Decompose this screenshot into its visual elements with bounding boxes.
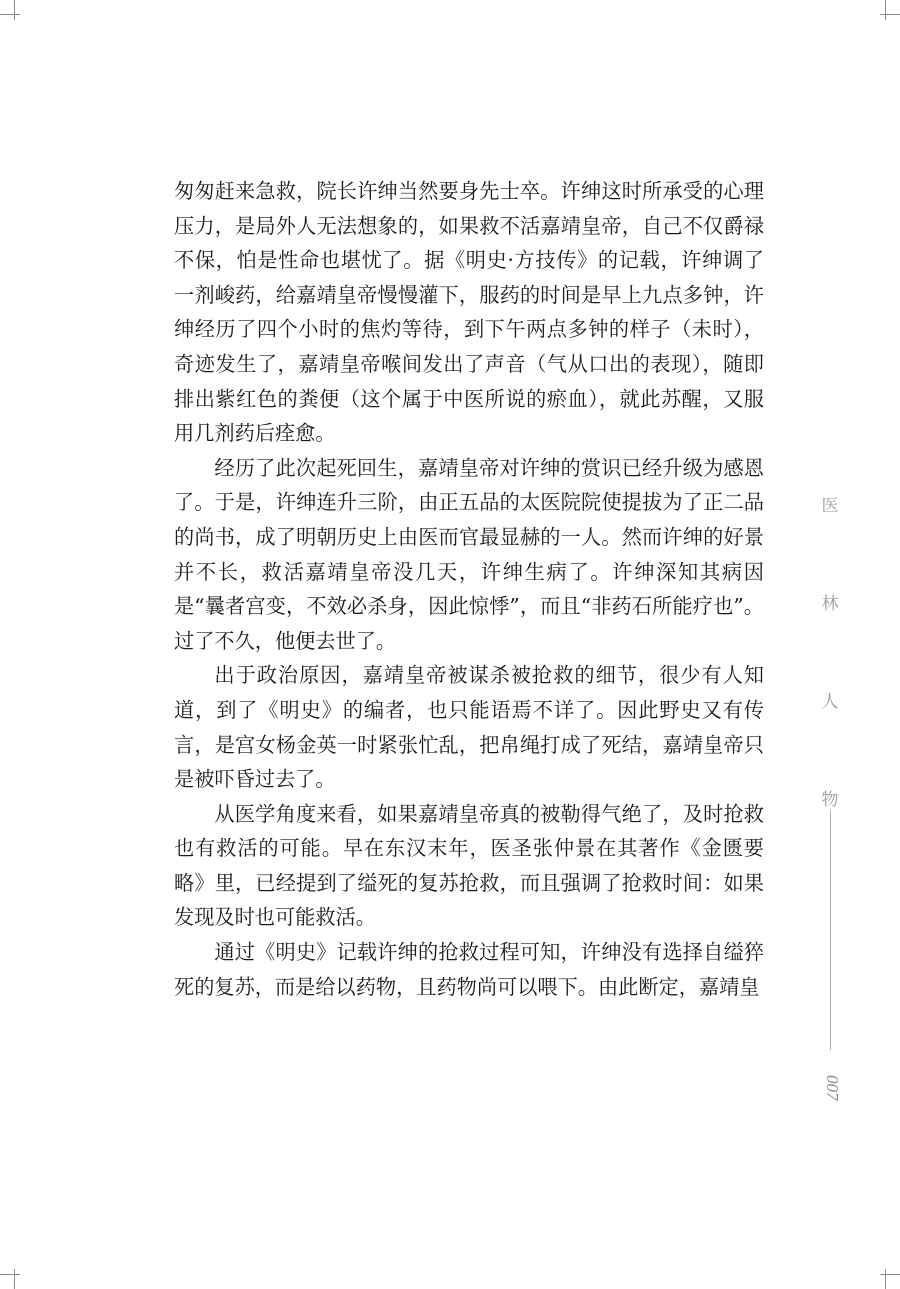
crop-mark-top-right-h	[880, 14, 900, 15]
paragraph-4: 从医学角度来看，如果嘉靖皇帝真的被勒得气绝了，及时抢救也有救活的可能。早在东汉末年，医圣张仲景在其著作《金匮要略》里，已经提到了缢死的复苏抢救，而且强调了抢救时间：如果发现及时也可能救活。	[174, 801, 764, 930]
crop-mark-bottom-right-h	[880, 1274, 900, 1275]
running-head-char: 物	[821, 790, 839, 810]
running-head-char: 医	[821, 496, 839, 516]
paragraph-1: 匆匆赶来急救，院长许绅当然要身先士卒。许绅这时所承受的心理压力，是局外人无法想象的，如果救不活嘉靖皇帝，自己不仅爵禄不保，怕是性命也堪忧了。据《明史·方技传》的记载，许绅调了一剂峻药，给嘉靖皇帝慢慢灌下，服药的时间是早上九点多钟，许绅经历了四个小时的焦灼等待，到下午两点多钟的样子（未时），奇迹发生了，嘉靖皇帝喉间发出了声音（气从口出的表现），随即排出紫红色的粪便（这个属于中医所说的瘀血），就此苏醒，又服用几剂药后痊愈。	[174, 179, 764, 446]
body-text	[174, 174, 764, 1004]
crop-mark-top-left-h	[0, 14, 20, 15]
paragraph-2: 经历了此次起死回生，嘉靖皇帝对许绅的赏识已经升级为感恩了。于是，许绅连升三阶，由正五品的太医院院使提拔为了正二品的尚书，成了明朝历史上由医而官最显赫的一人。然而许绅的好景并不长，救活嘉靖皇帝没几天，许绅生病了。许绅深知其病因是“曩者宫变，不效必杀身，因此惊悸”，而且“非药石所能疗也”。过了不久，他便去世了。	[174, 455, 764, 653]
paragraph-5: 通过《明史》记载许绅的抢救过程可知，许绅没有选择自缢猝死的复苏，而是给以药物，且药物尚可以喂下。由此断定，嘉靖皇	[174, 940, 764, 999]
crop-mark-top-left-v	[14, 0, 15, 20]
crop-mark-bottom-left-h	[0, 1274, 20, 1275]
page-number: 007	[823, 1075, 842, 1101]
crop-mark-bottom-left-v	[14, 1269, 15, 1289]
running-head-char: 林	[821, 594, 839, 614]
crop-mark-bottom-right-v	[885, 1269, 886, 1289]
paragraph-3: 出于政治原因，嘉靖皇帝被谋杀被抢救的细节，很少有人知道，到了《明史》的编者，也只能语焉不详了。因此野史又有传言，是宫女杨金英一时紧张忙乱，把帛绳打成了死结，嘉靖皇帝只是被吓昏过去了。	[174, 663, 764, 792]
side-rule	[830, 810, 831, 1050]
crop-mark-top-right-v	[885, 0, 886, 20]
running-head-char: 人	[821, 692, 839, 712]
